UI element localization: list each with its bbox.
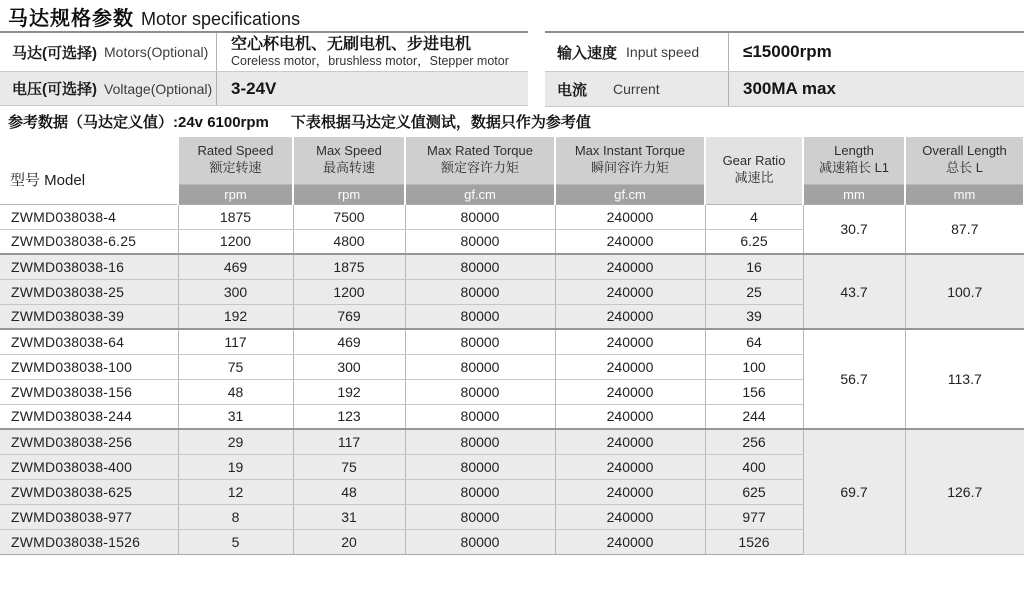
overall-length-header [905,137,1024,184]
max-speed-cell: 123 [293,404,405,429]
table-row [545,33,1024,72]
input-speed-value [728,33,1024,71]
gear-ratio-cell: 25 [705,279,803,304]
reference-note-disclaimer: 下表根据马达定义值测试，数据只作为参考值 [290,114,591,131]
model-cell: ZWMD038038-1526 [0,529,178,554]
max-rated-torque-header [405,137,555,184]
max-rated-torque-cell: 80000 [405,354,555,379]
rated-speed-cell: 31 [178,404,293,429]
max-instant-torque-cell: 240000 [555,454,705,479]
max-speed-cell: 117 [293,429,405,454]
model-cell: ZWMD038038-25 [0,279,178,304]
gear-ratio-cell: 256 [705,429,803,454]
page-title-en: Motor specifications [141,9,301,29]
rated-speed-cell: 1200 [178,229,293,254]
model-cell: ZWMD038038-64 [0,329,178,354]
spec-table [0,137,1024,555]
max-speed-cell: 48 [293,479,405,504]
max-rated-torque-cell: 80000 [405,404,555,429]
max-instant-torque-header-zh: 瞬间容许力矩 [590,160,669,176]
model-cell: ZWMD038038-156 [0,379,178,404]
page-title [8,2,300,31]
voltage-value [216,72,528,105]
model-cell: ZWMD038038-977 [0,504,178,529]
max-speed-cell: 769 [293,304,405,329]
motors-label-en: Motors(Optional) [104,44,209,60]
gear-ratio-cell: 16 [705,254,803,279]
input-speed-label-zh: 输入速度 [557,44,618,62]
overall-length-header-zh: 总长 L [946,160,983,176]
overall-length-header-en: Overall Length [922,143,1007,159]
overall-length-cell: 113.7 [905,329,1024,429]
max-speed-cell: 300 [293,354,405,379]
max-instant-torque-cell: 240000 [555,204,705,229]
model-cell: ZWMD038038-625 [0,479,178,504]
gear-ratio-cell: 39 [705,304,803,329]
max-speed-cell: 1200 [293,279,405,304]
max-speed-header [293,137,405,184]
max-speed-cell: 31 [293,504,405,529]
spec-table-header [0,137,1024,204]
gear-ratio-header-en: Gear Ratio [722,153,786,169]
gear-ratio-cell: 6.25 [705,229,803,254]
max-instant-torque-header [555,137,705,184]
length-l1-header-zh: 减速箱长 L1 [818,160,890,176]
rated-speed-cell: 300 [178,279,293,304]
max-instant-torque-cell: 240000 [555,404,705,429]
voltage-value-text: 3-24V [231,78,277,98]
length-l1-cell: 43.7 [803,254,905,329]
overall-length-cell: 87.7 [905,204,1024,254]
gear-ratio-cell: 977 [705,504,803,529]
model-column-header: 型号 Model [0,137,178,204]
model-cell: ZWMD038038-244 [0,404,178,429]
motors-label [0,33,216,71]
max-speed-header-en: Max Speed [316,143,382,159]
length-l1-unit: mm [803,184,905,204]
max-rated-torque-cell: 80000 [405,379,555,404]
rated-speed-cell: 1875 [178,204,293,229]
input-speed-label [545,33,728,71]
table-row [0,329,1024,354]
max-rated-torque-cell: 80000 [405,279,555,304]
input-speed-value-text: ≤15000rpm [743,42,832,61]
current-value-text: 300MA max [743,79,836,98]
motors-value-zh: 空心杯电机、无刷电机、步进电机 [231,36,472,54]
max-speed-cell: 75 [293,454,405,479]
model-cell: ZWMD038038-256 [0,429,178,454]
current-label [545,72,728,106]
max-speed-cell: 469 [293,329,405,354]
max-instant-torque-cell: 240000 [555,229,705,254]
max-speed-cell: 20 [293,529,405,554]
table-row [0,254,1024,279]
max-rated-torque-cell: 80000 [405,229,555,254]
max-rated-torque-cell: 80000 [405,429,555,454]
max-instant-torque-cell: 240000 [555,379,705,404]
max-instant-torque-cell: 240000 [555,254,705,279]
length-l1-header [803,137,905,184]
overall-length-unit: mm [905,184,1024,204]
max-rated-torque-cell: 80000 [405,529,555,554]
model-cell: ZWMD038038-16 [0,254,178,279]
max-speed-cell: 4800 [293,229,405,254]
max-instant-torque-cell: 240000 [555,479,705,504]
max-speed-header-zh: 最高转速 [322,160,375,176]
speed-current-table [545,31,1024,107]
max-rated-torque-cell: 80000 [405,504,555,529]
max-speed-unit: rpm [293,184,405,204]
max-rated-torque-cell: 80000 [405,329,555,354]
motors-value-en: Coreless motor，brushless motor，Stepper motor [231,53,509,68]
rated-speed-cell: 48 [178,379,293,404]
gear-ratio-header [705,137,803,204]
gear-ratio-cell: 100 [705,354,803,379]
length-l1-cell: 30.7 [803,204,905,254]
length-l1-header-en: Length [834,143,874,159]
max-speed-cell: 192 [293,379,405,404]
max-rated-torque-cell: 80000 [405,454,555,479]
max-instant-torque-cell: 240000 [555,354,705,379]
rated-speed-cell: 469 [178,254,293,279]
model-cell: ZWMD038038-39 [0,304,178,329]
max-rated-torque-cell: 80000 [405,304,555,329]
gear-ratio-cell: 64 [705,329,803,354]
rated-speed-cell: 5 [178,529,293,554]
length-l1-cell: 56.7 [803,329,905,429]
max-rated-torque-header-zh: 额定容许力矩 [440,160,519,176]
rated-speed-header [178,137,293,184]
rated-speed-header-zh: 额定转速 [209,160,262,176]
model-cell: ZWMD038038-6.25 [0,229,178,254]
gear-ratio-cell: 625 [705,479,803,504]
rated-speed-cell: 8 [178,504,293,529]
gear-ratio-cell: 1526 [705,529,803,554]
input-speed-label-en: Input speed [626,44,700,60]
max-instant-torque-header-en: Max Instant Torque [574,143,686,159]
gear-ratio-cell: 400 [705,454,803,479]
current-label-zh: 电流 [557,81,588,99]
gear-ratio-cell: 244 [705,404,803,429]
motors-label-zh: 马达(可选择) [12,44,97,62]
model-cell: ZWMD038038-400 [0,454,178,479]
max-rated-torque-unit: gf.cm [405,184,555,204]
gear-ratio-cell: 4 [705,204,803,229]
max-instant-torque-cell: 240000 [555,279,705,304]
rated-speed-cell: 29 [178,429,293,454]
rated-speed-cell: 75 [178,354,293,379]
motor-voltage-table [0,31,528,106]
voltage-label [0,72,216,105]
rated-speed-cell: 192 [178,304,293,329]
voltage-label-zh: 电压(可选择) [12,81,97,98]
page-title-zh: 马达规格参数 [8,8,134,30]
rated-speed-unit: rpm [178,184,293,204]
current-value [728,72,1024,106]
rated-speed-cell: 19 [178,454,293,479]
rated-speed-cell: 117 [178,329,293,354]
max-instant-torque-unit: gf.cm [555,184,705,204]
length-l1-cell: 69.7 [803,429,905,554]
motors-value [216,33,528,71]
rated-speed-header-en: Rated Speed [197,143,274,159]
table-row [0,72,528,106]
reference-note [8,111,591,132]
max-speed-cell: 7500 [293,204,405,229]
max-instant-torque-cell: 240000 [555,429,705,454]
overall-length-cell: 126.7 [905,429,1024,554]
max-rated-torque-cell: 80000 [405,479,555,504]
overall-length-cell: 100.7 [905,254,1024,329]
table-row [0,204,1024,229]
max-speed-cell: 1875 [293,254,405,279]
table-row [545,72,1024,107]
reference-note-conditions: 参考数据（马达定义值）:24v 6100rpm [8,114,269,131]
max-instant-torque-cell: 240000 [555,504,705,529]
max-instant-torque-cell: 240000 [555,329,705,354]
max-rated-torque-header-en: Max Rated Torque [427,143,533,159]
rated-speed-cell: 12 [178,479,293,504]
gear-ratio-header-zh: 减速比 [734,170,774,186]
max-instant-torque-cell: 240000 [555,304,705,329]
max-instant-torque-cell: 240000 [555,529,705,554]
model-cell: ZWMD038038-100 [0,354,178,379]
max-rated-torque-cell: 80000 [405,254,555,279]
gear-ratio-cell: 156 [705,379,803,404]
spec-table-body [0,204,1024,554]
current-label-en: Current [613,81,660,97]
table-row [0,429,1024,454]
max-rated-torque-cell: 80000 [405,204,555,229]
voltage-label-en: Voltage(Optional) [104,80,213,97]
model-cell: ZWMD038038-4 [0,204,178,229]
table-row [0,33,528,72]
